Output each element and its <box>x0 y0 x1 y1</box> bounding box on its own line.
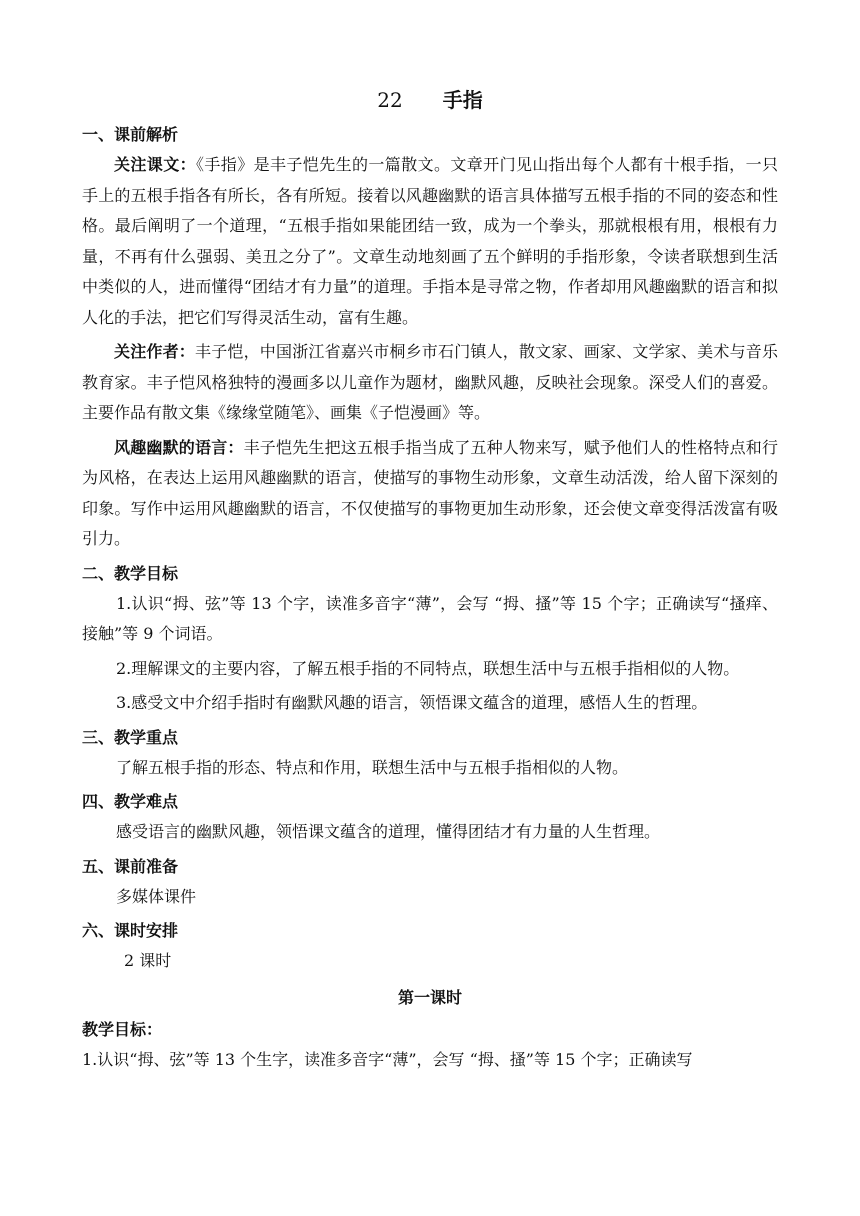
goal-item-2: 2.理解课文的主要内容，了解五根手指的不同特点，联想生活中与五根手指相似的人物。 <box>116 658 740 678</box>
humor-paragraph <box>82 433 778 555</box>
first-period-goals-label: 教学目标： <box>82 1019 163 1039</box>
first-period-heading: 第一课时 <box>397 987 462 1007</box>
section-heading-difficulties: 四、教学难点 <box>82 792 179 811</box>
section-heading-preparation: 五、课前准备 <box>82 856 179 876</box>
focus-text-paragraph <box>82 150 778 333</box>
section-heading-pre-analysis: 一、课前解析 <box>82 125 179 144</box>
goal-item-1: 1.认识“拇、弦”等 13 个字，读准多音字“薄”，会写 “拇、搔”等 15 个字；正确读写“搔痒、接触”等 9 个词语。 <box>82 593 778 643</box>
focus-author-paragraph <box>82 337 778 429</box>
section-heading-schedule: 六、课时安排 <box>82 921 179 940</box>
lesson-name: 手指 <box>442 88 483 112</box>
schedule-body: 2 课时 <box>124 951 172 970</box>
goal-item-3: 3.感受文中介绍手指时有幽默风趣的语言，领悟课文蕴含的道理，感悟人生的哲理。 <box>116 693 708 712</box>
section-heading-key-points: 三、教学重点 <box>82 727 179 747</box>
focus-author-body: 丰子恺，中国浙江省嘉兴市桐乡市石门镇人，散文家、画家、文学家、美术与音乐教育家。丰子恺风格独特的漫画多以儿童作为题材，幽默风趣，反映社会现象。深受人们的喜爱。主要作品有散文集《缘缘堂随笔》、画集《子恺漫画》等。 <box>82 342 778 422</box>
focus-author-label: 关注作者： <box>114 342 195 361</box>
focus-text-label: 关注课文： <box>114 155 196 174</box>
key-points-body: 了解五根手指的形态、特点和作用，联想生活中与五根手指相似的人物。 <box>116 757 629 777</box>
humor-label: 风趣幽默的语言： <box>114 437 244 457</box>
lesson-number: 22 <box>377 88 403 112</box>
section-heading-goals: 二、教学目标 <box>82 563 179 583</box>
lesson-title <box>82 86 778 114</box>
first-period-goal-1: 1.认识“拇、弦”等 13 个生字，读准多音字“薄”，会写 “拇、搔”等 15 个字；正确读写 <box>82 1049 693 1069</box>
focus-text-body: 《手指》是丰子恺先生的一篇散文。文章开门见山指出每个人都有十根手指，一只手上的五根手指各有所长，各有所短。接着以风趣幽默的语言具体描写五根手指的不同的姿态和性格。最后阐明了一个道理，“五根手指如果能团结一致，成为一个拳头，那就根根有用，根根有力量，不再有什么强弱、美丑之分了”。文章生动地刻画了五个鲜明的手指形象，令读者联想到生活中类似的人，进而懂得“团结才有力量”的道理。手指本是寻常之物，作者却用风趣幽默的语言和拟人化的手法，把它们写得灵活生动，富有生趣。 <box>82 155 778 327</box>
humor-body: 丰子恺先生把这五根手指当成了五种人物来写，赋予他们人的性格特点和行为风格，在表达上运用风趣幽默的语言，使描写的事物生动形象，文章生动活泼，给人留下深刻的印象。写作中运用风趣幽默的语言，不仅使描写的事物更加生动形象，还会使文章变得活泼富有吸引力。 <box>82 437 778 548</box>
preparation-body: 多媒体课件 <box>116 886 197 906</box>
difficulties-body: 感受语言的幽默风趣，领悟课文蕴含的道理，懂得团结才有力量的人生哲理。 <box>116 822 661 841</box>
